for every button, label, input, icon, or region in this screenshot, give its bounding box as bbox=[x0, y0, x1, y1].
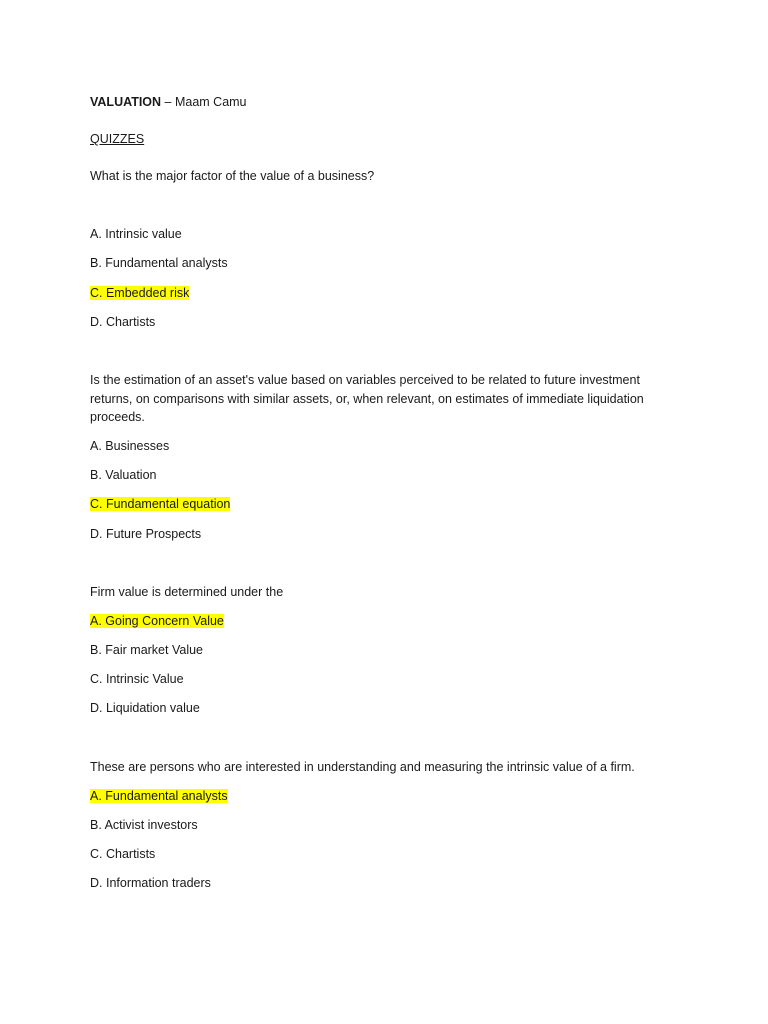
section-heading: QUIZZES bbox=[90, 132, 145, 146]
question-3-option-c: C. Intrinsic Value bbox=[90, 672, 184, 686]
highlighted-answer: A. Going Concern Value bbox=[90, 614, 224, 628]
question-2-text: Is the estimation of an asset's value based on variables perceived to be related to future investment returns, on comparisons with similar assets, or, when relevant, on estimates of immediate liquidation proceeds. bbox=[90, 373, 644, 424]
question-4-text: These are persons who are interested in understanding and measuring the intrinsic value of a firm. bbox=[90, 760, 635, 774]
question-3-text: Firm value is determined under the bbox=[90, 585, 284, 599]
question-3-option-d: D. Liquidation value bbox=[90, 701, 200, 715]
question-1-option-d: D. Chartists bbox=[90, 315, 156, 329]
question-2-option-a: A. Businesses bbox=[90, 439, 170, 453]
title-bold: VALUATION bbox=[90, 95, 162, 109]
question-4-option-b: B. Activist investors bbox=[90, 818, 198, 832]
title-author: – Maam Camu bbox=[161, 95, 247, 109]
question-1-text: What is the major factor of the value of a business? bbox=[90, 169, 375, 183]
question-2-option-b: B. Valuation bbox=[90, 468, 157, 482]
question-1-option-c bbox=[90, 285, 189, 301]
question-4-option-c: C. Chartists bbox=[90, 847, 156, 861]
question-1-option-b: B. Fundamental analysts bbox=[90, 256, 228, 270]
highlighted-answer: C. Fundamental equation bbox=[90, 497, 231, 511]
highlighted-answer: C. Embedded risk bbox=[90, 286, 190, 300]
question-4-option-d: D. Information traders bbox=[90, 876, 211, 890]
highlighted-answer: A. Fundamental analysts bbox=[90, 789, 228, 803]
question-2-option-c bbox=[90, 496, 230, 512]
question-3-option-b: B. Fair market Value bbox=[90, 643, 204, 657]
question-1-option-a: A. Intrinsic value bbox=[90, 227, 182, 241]
question-4-option-a bbox=[90, 788, 228, 804]
document-title bbox=[90, 94, 247, 110]
question-2-option-d: D. Future Prospects bbox=[90, 527, 202, 541]
question-3-option-a bbox=[90, 613, 224, 629]
